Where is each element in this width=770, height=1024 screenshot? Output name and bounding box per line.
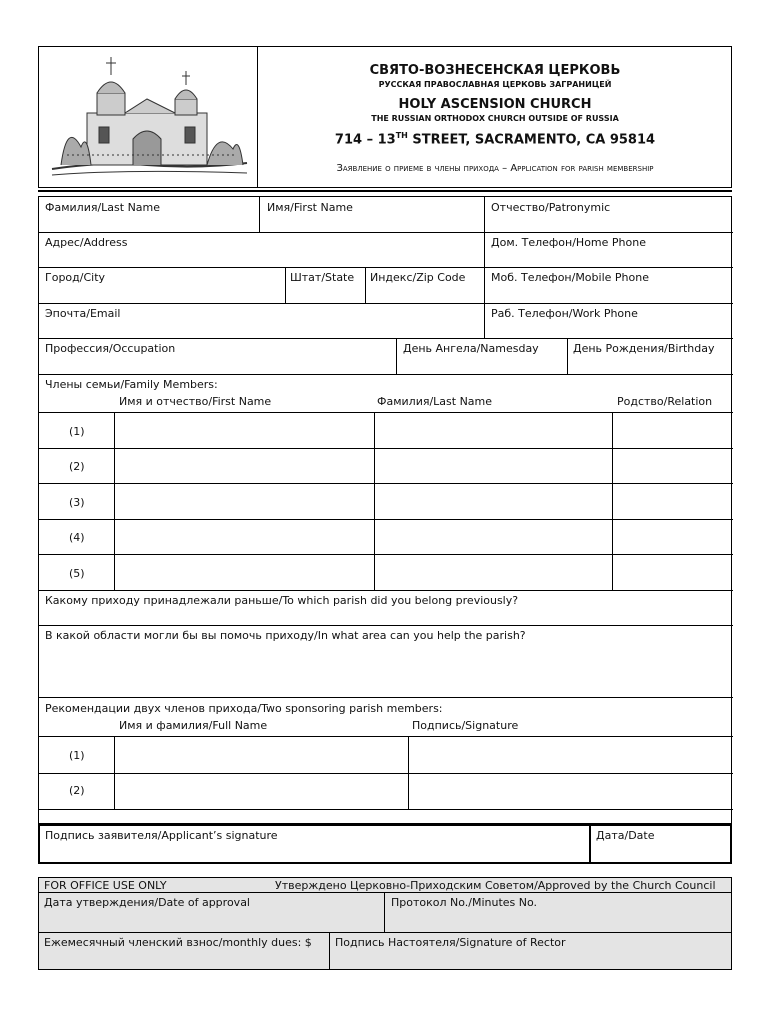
first-name-field[interactable]: Имя/First Name (267, 201, 353, 214)
applicant-signature-field[interactable]: Подпись заявителя/Applicant’s signature (45, 829, 278, 842)
rector-signature-field[interactable]: Подпись Настоятеля/Signature of Rector (335, 936, 566, 949)
family-heading: Члены семьи/Family Members: (45, 378, 218, 391)
family-row-2: (2) (69, 460, 85, 473)
form-title: Заявление о приеме в члены прихода – Application for parish membership (336, 163, 654, 174)
occupation-field[interactable]: Профессия/Occupation (45, 342, 176, 355)
family-row-4: (4) (69, 531, 85, 544)
office-use-section (38, 877, 732, 970)
sponsor-row-1: (1) (69, 749, 85, 762)
zip-field[interactable]: Индекс/Zip Code (370, 271, 466, 284)
mobile-phone-field[interactable]: Моб. Телефон/Mobile Phone (491, 271, 649, 284)
date-field[interactable]: Дата/Date (596, 829, 655, 842)
sponsors-col-name: Имя и фамилия/Full Name (119, 719, 268, 732)
subtitle-en: THE RUSSIAN ORTHODOX CHURCH OUTSIDE OF RUSSIA (371, 114, 619, 123)
previous-parish-field[interactable]: Какому приходу принадлежали раньше/To which parish did you belong previously? (45, 594, 519, 607)
family-col-last-name: Фамилия/Last Name (377, 395, 493, 408)
family-col-first-name: Имя и отчество/First Name (119, 395, 272, 408)
last-name-field[interactable]: Фамилия/Last Name (45, 201, 161, 214)
birthday-field[interactable]: День Рождения/Birthday (573, 342, 715, 355)
form-header (38, 46, 732, 188)
family-row-3: (3) (69, 496, 85, 509)
header-rule (38, 190, 732, 192)
address-field[interactable]: Адрес/Address (45, 236, 128, 249)
sponsors-col-signature: Подпись/Signature (412, 719, 519, 732)
monthly-dues-field[interactable]: Ежемесячный членский взнос/monthly dues: $ (44, 936, 312, 949)
email-field[interactable]: Эпочта/Email (45, 307, 121, 320)
sponsors-heading: Рекомендации двух членов прихода/Two sponsoring parish members: (45, 702, 443, 715)
approval-date-field[interactable]: Дата утверждения/Date of approval (44, 896, 250, 909)
city-field[interactable]: Город/City (45, 271, 106, 284)
family-row-5: (5) (69, 567, 85, 580)
family-row-1: (1) (69, 425, 85, 438)
church-address: 714 – 13TH STREET, SACRAMENTO, CA 95814 (334, 131, 656, 148)
work-phone-field[interactable]: Раб. Телефон/Work Phone (491, 307, 638, 320)
subtitle-ru: РУССКАЯ ПРАВОСЛАВНАЯ ЦЕРКОВЬ ЗАГРАНИЦЕЙ (378, 80, 612, 89)
state-field[interactable]: Штат/State (290, 271, 355, 284)
title-en: HOLY ASCENSION CHURCH (398, 97, 592, 112)
home-phone-field[interactable]: Дом. Телефон/Home Phone (491, 236, 646, 249)
help-area-field[interactable]: В какой области могли бы вы помочь приходу/In what area can you help the parish? (45, 629, 526, 642)
family-col-relation: Родство/Relation (617, 395, 713, 408)
title-ru: СВЯТО-ВОЗНЕСЕНСКАЯ ЦЕРКОВЬ (369, 63, 621, 78)
minutes-number-field[interactable]: Протокол No./Minutes No. (391, 896, 538, 909)
membership-form (38, 196, 732, 824)
council-approval-label: Утверждено Церковно-Приходским Советом/Approved by the Church Council (275, 879, 716, 892)
sponsor-row-2: (2) (69, 784, 85, 797)
patronymic-field[interactable]: Отчество/Patronymic (491, 201, 611, 214)
applicant-signature-box (38, 824, 732, 864)
church-illustration (47, 51, 251, 183)
office-use-heading: FOR OFFICE USE ONLY (44, 879, 167, 892)
header-text (258, 47, 732, 187)
namesday-field[interactable]: День Ангела/Namesday (403, 342, 539, 355)
